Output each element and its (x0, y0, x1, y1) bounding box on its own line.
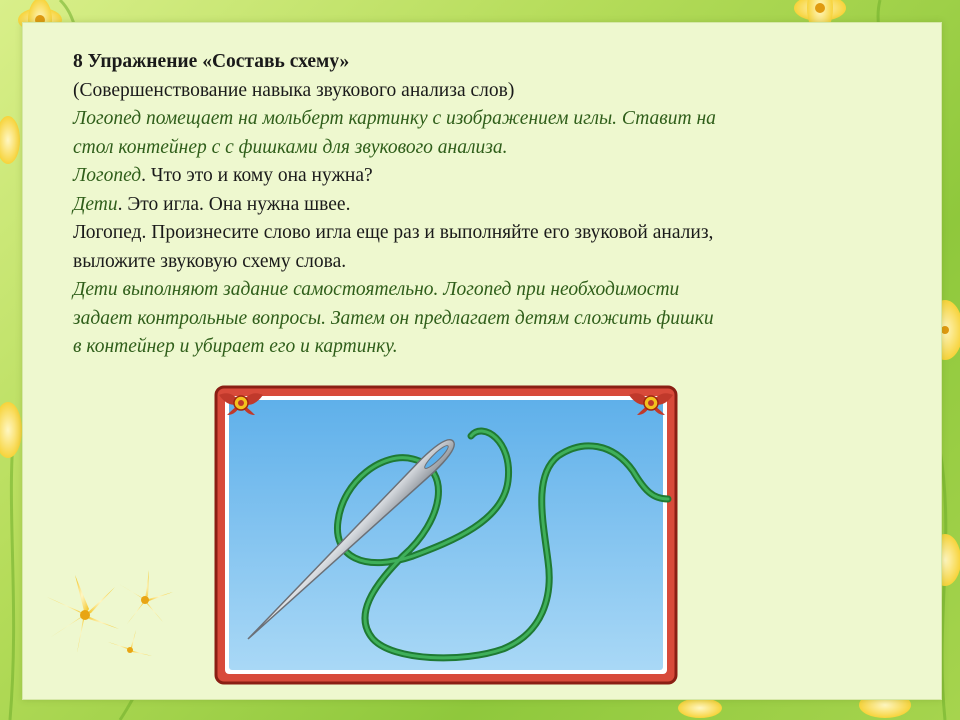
dialogue-text: . Это игла. Она нужна швее. (117, 193, 351, 215)
instruction-line: Логопед помещает на мольберт картинку с изображением иглы. Ставит на (73, 108, 716, 129)
dialogue-text: . Что это и кому она нужна? (141, 165, 373, 186)
exercise-subtitle: (Совершенствование навыка звукового анализа слов) (73, 79, 515, 101)
exercise-title: 8 Упражнение «Составь схему» (73, 51, 350, 72)
instruction-line: стол контейнер с с фишками для звукового анализа. (73, 136, 508, 158)
exercise-text (73, 48, 913, 362)
task-line: выложите звуковую схему слова. (73, 250, 347, 272)
speaker-name: Логопед (73, 165, 142, 186)
closing-line: в контейнер и убирает его и картинку. (73, 336, 398, 357)
speaker-name: Дети (73, 193, 118, 215)
closing-line: задает контрольные вопросы. Затем он предлагает детям сложить фишки (73, 307, 714, 329)
lily-flower-icon (40, 560, 180, 670)
dialogue-line (73, 191, 913, 220)
closing-line: Дети выполняют задание самостоятельно. Логопед при необходимости (73, 279, 680, 300)
task-line: Логопед. Произнесите слово игла еще раз и выполняйте его звуковой анализ, (73, 222, 714, 243)
needle-picture (213, 381, 679, 687)
dialogue-line (73, 162, 913, 191)
